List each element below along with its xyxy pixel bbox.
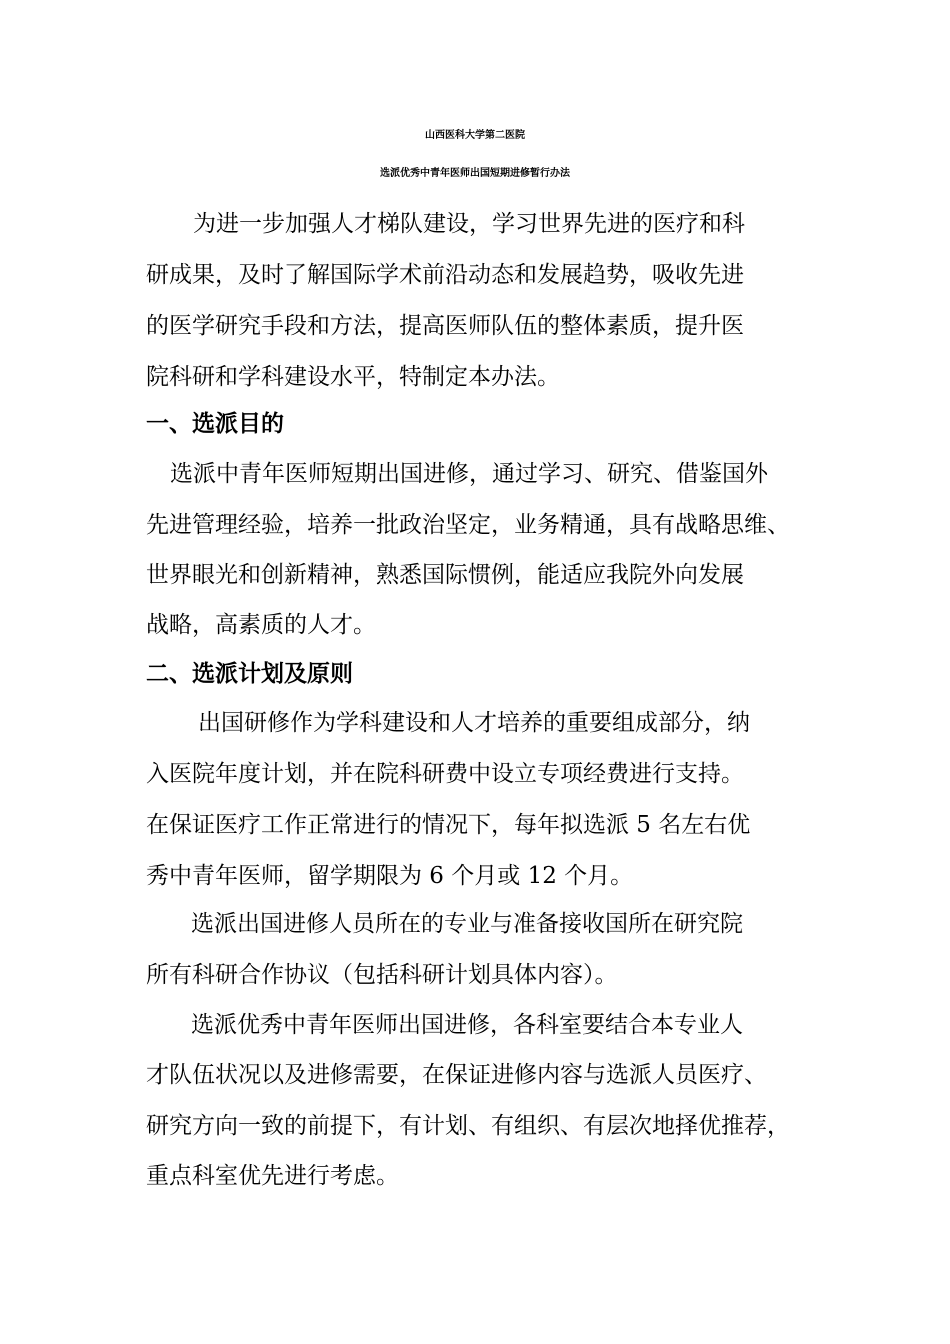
intro-line: 研成果，及时了解国际学术前沿动态和发展趋势，吸收先进 [146, 262, 744, 288]
purpose-line: 先进管理经验，培养一批政治坚定，业务精通，具有战略思维、 [146, 512, 790, 538]
purpose-line: 世界眼光和创新精神，熟悉国际惯例，能适应我院外向发展 [146, 562, 744, 588]
section-heading-plan: 二、选派计划及原则 [146, 661, 353, 687]
section-heading-purpose: 一、选派目的 [146, 411, 284, 437]
plan-line: 秀中青年医师，留学期限为 6 个月或 12 个月。 [146, 863, 634, 889]
plan-line: 选派出国进修人员所在的专业与准备接收国所在研究院 [191, 911, 743, 937]
document-title-main: 选派优秀中青年医师出国短期进修暂行办法 [380, 168, 570, 179]
plan-line: 选派优秀中青年医师出国进修，各科室要结合本专业人 [191, 1012, 743, 1038]
plan-line: 入医院年度计划，并在院科研费中设立专项经费进行支持。 [146, 761, 744, 787]
purpose-line: 战略，高素质的人才。 [146, 612, 376, 638]
intro-line: 的医学研究手段和方法，提高医师队伍的整体素质，提升医 [146, 313, 744, 339]
purpose-line: 选派中青年医师短期出国进修，通过学习、研究、借鉴国外 [170, 461, 768, 487]
plan-line: 重点科室优先进行考虑。 [146, 1163, 399, 1189]
plan-line: 研究方向一致的前提下，有计划、有组织、有层次地择优推荐， [146, 1113, 790, 1139]
document-title-institution: 山西医科大学第二医院 [425, 130, 525, 141]
plan-line: 所有科研合作协议（包括科研计划具体内容）。 [146, 962, 618, 988]
plan-line: 才队伍状况以及进修需要，在保证进修内容与选派人员医疗、 [146, 1062, 767, 1088]
intro-line: 为进一步加强人才梯队建设，学习世界先进的医疗和科 [193, 211, 745, 237]
plan-line: 出国研修作为学科建设和人才培养的重要组成部分，纳 [198, 710, 750, 736]
intro-line: 院科研和学科建设水平，特制定本办法。 [146, 364, 560, 390]
plan-line: 在保证医疗工作正常进行的情况下，每年拟选派 5 名左右优 [146, 812, 751, 838]
